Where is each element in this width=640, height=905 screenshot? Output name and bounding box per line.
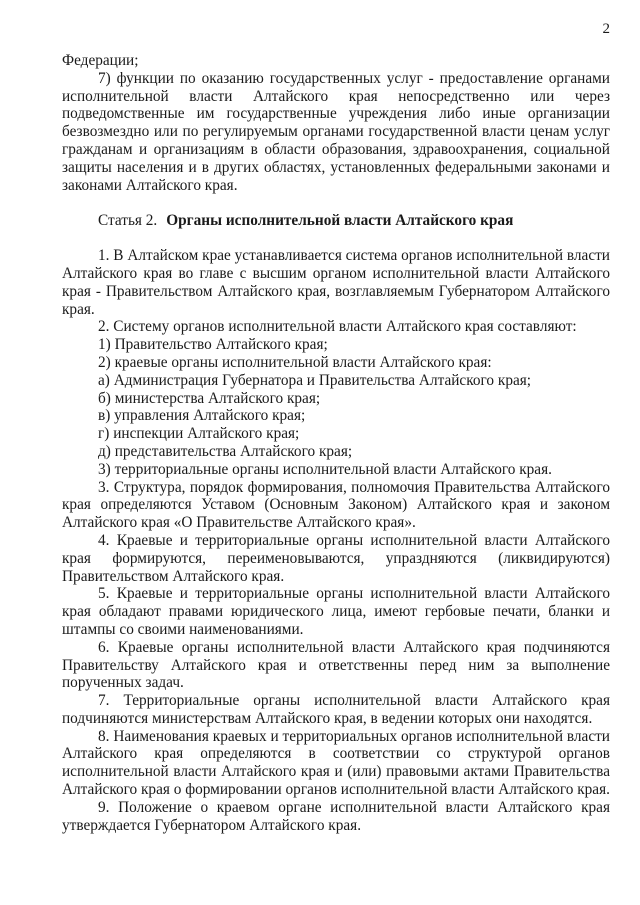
list-subitem-g: г) инспекции Алтайского края; <box>98 425 300 443</box>
paragraph-6: 6. Краевые органы исполнительной власти Алтайского края подчиняются Правительству Алтайского края и ответственны перед ним за выполнение порученных задач. <box>62 638 610 692</box>
list-subitem-a: а) Администрация Губернатора и Правительства Алтайского края; <box>98 371 532 389</box>
list-subitem-v: в) управления Алтайского края; <box>98 407 306 425</box>
paragraph-item-7: 7) функции по оказанию государственных услуг - предоставление органами исполнительной власти Алтайского края непосредственно или через подведомственные им государственные учреждения либо иные организации безвозмездно или по регулируемым органами государственной власти ценам услуг гражданам и организациям в области образования, здравоохранения, социальной защиты населения и в других областях, установленных федеральными законами и законами Алтайского края. <box>62 69 610 194</box>
article-title: Органы исполнительной власти Алтайского края <box>166 212 514 230</box>
list-item-2: 2) краевые органы исполнительной власти Алтайского края: <box>98 353 492 371</box>
paragraph-8: 8. Наименования краевых и территориальных органов исполнительной власти Алтайского края определяются в соответствии со структурой органов исполнительной власти Алтайского края и (или) правовыми актами Правительства Алтайского края о формировании органов исполнительной власти Алтайского края. <box>62 727 610 799</box>
list-subitem-d: д) представительства Алтайского края; <box>98 442 353 460</box>
document-body <box>62 52 610 834</box>
article-heading <box>62 212 610 230</box>
paragraph-2: 2. Систему органов исполнительной власти Алтайского края составляют: <box>98 318 577 336</box>
list-item-3: 3) территориальные органы исполнительной власти Алтайского края. <box>98 460 552 478</box>
paragraph-3: 3. Структура, порядок формирования, полномочия Правительства Алтайского края определяются Уставом (Основным Законом) Алтайского края и законом Алтайского края «О Правительстве Алтайского края». <box>62 478 610 532</box>
paragraph-9: 9. Положение о краевом органе исполнительной власти Алтайского края утверждается Губернатором Алтайского края. <box>62 798 610 834</box>
paragraph-1: 1. В Алтайском крае устанавливается система органов исполнительной власти Алтайского края во главе с высшим органом исполнительной власти Алтайского края - Правительством Алтайского края, возглавляемым Губернатором Алтайского края. <box>62 247 610 318</box>
article-number: Статья 2. <box>98 212 158 230</box>
list-item-1: 1) Правительство Алтайского края; <box>98 336 328 354</box>
page-number: 2 <box>602 21 610 37</box>
paragraph-7: 7. Территориальные органы исполнительной власти Алтайского края подчиняются министерствам Алтайского края, в ведении которых они находятся. <box>62 692 610 727</box>
list-subitem-b: б) министерства Алтайского края; <box>98 389 321 407</box>
paragraph-continuation: Федерации; <box>62 52 139 69</box>
paragraph-4: 4. Краевые и территориальные органы исполнительной власти Алтайского края формируются, переименовываются, упраздняются (ликвидируются) Правительством Алтайского края. <box>62 531 610 585</box>
paragraph-5: 5. Краевые и территориальные органы исполнительной власти Алтайского края обладают правами юридического лица, имеют гербовые печати, бланки и штампы со своими наименованиями. <box>62 585 610 638</box>
